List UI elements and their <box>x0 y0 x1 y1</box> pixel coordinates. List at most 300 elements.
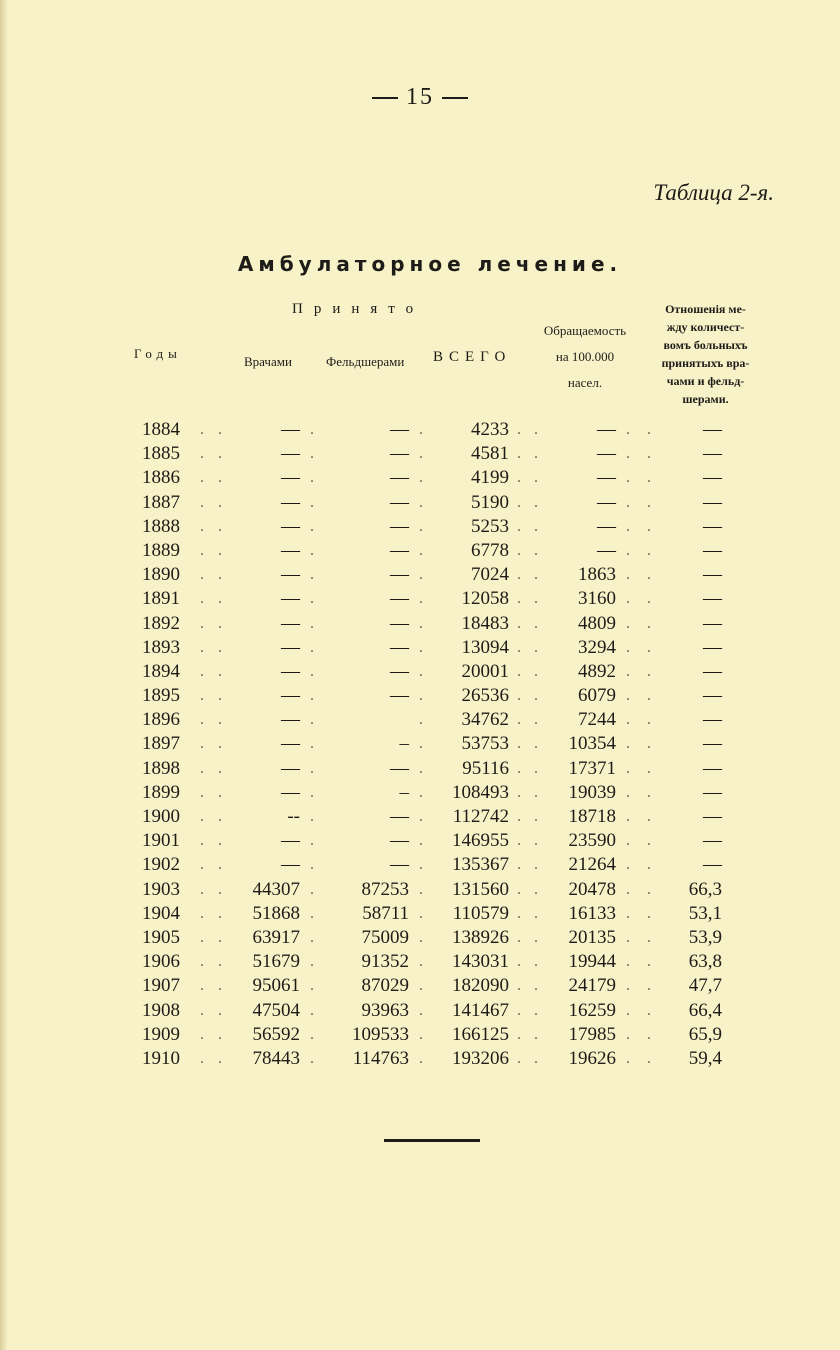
leader-dot: . <box>200 421 204 438</box>
total-cell: 5253 <box>471 515 509 537</box>
leader-dot: . <box>218 735 222 753</box>
header-ratio-line: Отношенія ме- <box>665 302 746 316</box>
total-cell: 182090 <box>452 975 509 997</box>
leader-dot: . <box>534 517 538 535</box>
total-cell: 108493 <box>452 781 509 803</box>
leader-dot: . <box>200 759 204 777</box>
leader-dot: . <box>218 928 222 946</box>
leader-dot: . <box>647 808 651 825</box>
ratio-cell: — <box>703 854 722 876</box>
table-row <box>0 974 840 998</box>
page-number-right-dash <box>442 97 468 99</box>
leader-dot: . <box>200 687 204 705</box>
total-cell: 53753 <box>461 733 509 755</box>
leader-dot: . <box>419 735 423 753</box>
leader-dot: . <box>218 566 222 584</box>
visit-rate-cell: 4809 <box>578 612 616 634</box>
table-row <box>0 612 840 636</box>
table-row <box>0 515 840 539</box>
ratio-cell: — <box>703 419 722 440</box>
total-cell: 193206 <box>452 1047 509 1069</box>
total-cell: 143031 <box>452 951 509 973</box>
leader-dot: . <box>517 421 521 438</box>
year-cell: 1904 <box>142 902 180 924</box>
visit-rate-cell: — <box>597 443 616 465</box>
total-cell: 13094 <box>461 636 509 658</box>
feldshers-cell: — <box>390 539 409 561</box>
leader-dot: . <box>626 953 630 971</box>
leader-dot: . <box>310 493 314 511</box>
leader-dot: . <box>647 469 651 487</box>
year-cell: 1905 <box>142 926 180 948</box>
leader-dot: . <box>534 1025 538 1043</box>
leader-dot: . <box>647 493 651 511</box>
visit-rate-cell: 6079 <box>578 685 616 707</box>
leader-dot: . <box>419 808 423 825</box>
total-cell: 26536 <box>461 685 509 707</box>
leader-dot: . <box>218 614 222 632</box>
leader-dot: . <box>626 590 630 608</box>
leader-dot: . <box>419 759 423 777</box>
leader-dot: . <box>534 614 538 632</box>
doctors-cell: — <box>281 515 300 537</box>
leader-dot: . <box>218 469 222 487</box>
feldshers-cell: — <box>390 515 409 537</box>
year-cell: 1885 <box>142 443 180 465</box>
leader-dot: . <box>517 493 521 511</box>
leader-dot: . <box>310 759 314 777</box>
leader-dot: . <box>517 614 521 632</box>
leader-dot: . <box>218 711 222 729</box>
ratio-cell: — <box>703 564 722 586</box>
leader-dot: . <box>419 566 423 584</box>
total-cell: 34762 <box>461 709 509 731</box>
year-cell: 1884 <box>142 419 180 440</box>
year-cell: 1901 <box>142 830 180 852</box>
leader-dot: . <box>419 614 423 632</box>
visit-rate-cell: 20135 <box>568 926 616 948</box>
leader-dot: . <box>310 735 314 753</box>
doctors-cell: -- <box>287 806 300 827</box>
header-visit-rate <box>535 318 635 396</box>
total-cell: 135367 <box>452 854 509 876</box>
visit-rate-cell: 16259 <box>568 999 616 1021</box>
ratio-cell: — <box>703 636 722 658</box>
leader-dot: . <box>310 614 314 632</box>
leader-dot: . <box>218 421 222 438</box>
year-cell: 1902 <box>142 854 180 876</box>
leader-dot: . <box>218 904 222 922</box>
leader-dot: . <box>419 469 423 487</box>
visit-rate-cell: 1863 <box>578 564 616 586</box>
ratio-cell: — <box>703 733 722 755</box>
feldshers-cell: — <box>390 806 409 827</box>
leader-dot: . <box>310 541 314 559</box>
leader-dot: . <box>419 590 423 608</box>
year-cell: 1891 <box>142 588 180 610</box>
closing-rule <box>384 1139 480 1142</box>
leader-dot: . <box>626 759 630 777</box>
table-body <box>0 418 840 1071</box>
leader-dot: . <box>517 832 521 850</box>
leader-dot: . <box>310 469 314 487</box>
leader-dot: . <box>534 469 538 487</box>
page-number <box>0 84 840 111</box>
total-cell: 141467 <box>452 999 509 1021</box>
feldshers-cell: — <box>390 443 409 465</box>
table-row <box>0 781 840 805</box>
leader-dot: . <box>626 493 630 511</box>
header-ratio-line: жду количест- <box>666 320 745 334</box>
feldshers-cell: – <box>399 733 409 755</box>
leader-dot: . <box>534 445 538 463</box>
total-cell: 7024 <box>471 564 509 586</box>
leader-dot: . <box>200 566 204 584</box>
ratio-cell: — <box>703 660 722 682</box>
feldshers-cell: 91352 <box>361 951 409 973</box>
table-row <box>0 926 840 950</box>
header-feldshers: Фельдшерами <box>326 354 405 369</box>
leader-dot: . <box>218 1001 222 1019</box>
leader-dot: . <box>200 590 204 608</box>
leader-dot: . <box>310 1025 314 1043</box>
feldshers-cell: — <box>390 685 409 707</box>
year-cell: 1908 <box>142 999 180 1021</box>
year-cell: 1898 <box>142 757 180 779</box>
total-cell: 131560 <box>452 878 509 900</box>
feldshers-cell: 87253 <box>361 878 409 900</box>
leader-dot: . <box>218 1025 222 1043</box>
leader-dot: . <box>517 977 521 995</box>
table-row <box>0 539 840 563</box>
year-cell: 1906 <box>142 951 180 973</box>
leader-dot: . <box>419 977 423 995</box>
leader-dot: . <box>419 928 423 946</box>
leader-dot: . <box>626 421 630 438</box>
total-cell: 4199 <box>471 467 509 489</box>
feldshers-cell: — <box>390 830 409 852</box>
ratio-cell: — <box>703 781 722 803</box>
visit-rate-cell: — <box>597 419 616 440</box>
leader-dot: . <box>534 783 538 801</box>
leader-dot: . <box>626 856 630 874</box>
leader-dot: . <box>517 662 521 680</box>
leader-dot: . <box>419 953 423 971</box>
doctors-cell: — <box>281 467 300 489</box>
total-cell: 18483 <box>461 612 509 634</box>
table-row <box>0 950 840 974</box>
year-cell: 1892 <box>142 612 180 634</box>
ratio-cell: — <box>703 539 722 561</box>
header-ratio-line: принятыхъ вра- <box>661 356 750 370</box>
total-cell: 4581 <box>471 443 509 465</box>
leader-dot: . <box>218 590 222 608</box>
header-ratio-line: шерами. <box>682 392 729 406</box>
doctors-cell: 47504 <box>252 999 300 1021</box>
leader-dot: . <box>647 1025 651 1043</box>
leader-dot: . <box>647 662 651 680</box>
year-cell: 1907 <box>142 975 180 997</box>
page-number-text: 15 <box>406 84 434 110</box>
table-row <box>0 491 840 515</box>
leader-dot: . <box>200 541 204 559</box>
ratio-cell: — <box>703 685 722 707</box>
leader-dot: . <box>310 662 314 680</box>
feldshers-cell: 109533 <box>352 1023 409 1045</box>
ratio-cell: 63,8 <box>688 951 722 973</box>
total-cell: 110579 <box>452 902 509 924</box>
ratio-cell: 53,9 <box>688 926 722 948</box>
leader-dot: . <box>310 904 314 922</box>
ratio-cell: — <box>703 588 722 610</box>
leader-dot: . <box>310 566 314 584</box>
leader-dot: . <box>534 638 538 656</box>
leader-dot: . <box>200 1001 204 1019</box>
header-visit-rate-line: насел. <box>567 375 603 390</box>
ratio-cell: 59,4 <box>688 1047 722 1069</box>
table-row <box>0 684 840 708</box>
table-row <box>0 563 840 587</box>
leader-dot: . <box>419 856 423 874</box>
leader-dot: . <box>517 953 521 971</box>
header-visit-rate-line: Обращаемость <box>543 323 627 338</box>
leader-dot: . <box>200 735 204 753</box>
leader-dot: . <box>517 735 521 753</box>
leader-dot: . <box>517 759 521 777</box>
leader-dot: . <box>419 783 423 801</box>
ratio-cell: — <box>703 757 722 779</box>
visit-rate-cell: — <box>597 515 616 537</box>
year-cell: 1896 <box>142 709 180 731</box>
leader-dot: . <box>517 638 521 656</box>
leader-dot: . <box>647 928 651 946</box>
table-title: Амбулаторное лечение. <box>237 252 623 276</box>
leader-dot: . <box>534 880 538 898</box>
ratio-cell: — <box>703 443 722 465</box>
year-cell: 1890 <box>142 564 180 586</box>
leader-dot: . <box>534 928 538 946</box>
feldshers-cell: — <box>390 564 409 586</box>
leader-dot: . <box>647 1001 651 1019</box>
doctors-cell: — <box>281 564 300 586</box>
page-number-left-dash <box>372 97 398 99</box>
leader-dot: . <box>517 928 521 946</box>
table-row <box>0 757 840 781</box>
year-cell: 1903 <box>142 878 180 900</box>
total-cell: 138926 <box>452 926 509 948</box>
leader-dot: . <box>534 904 538 922</box>
leader-dot: . <box>419 541 423 559</box>
feldshers-cell: 75009 <box>361 926 409 948</box>
doctors-cell: — <box>281 491 300 513</box>
doctors-cell: — <box>281 443 300 465</box>
leader-dot: . <box>647 517 651 535</box>
doctors-cell: — <box>281 830 300 852</box>
year-cell: 1893 <box>142 636 180 658</box>
leader-dot: . <box>534 421 538 438</box>
ratio-cell: — <box>703 491 722 513</box>
leader-dot: . <box>517 1025 521 1043</box>
table-label: Таблица 2-я. <box>653 180 774 205</box>
leader-dot: . <box>218 541 222 559</box>
header-ratio <box>648 300 763 408</box>
header-total: ВСЕГО <box>433 349 512 365</box>
table-row <box>0 442 840 466</box>
table-row <box>0 999 840 1023</box>
leader-dot: . <box>218 808 222 825</box>
leader-dot: . <box>534 977 538 995</box>
doctors-cell: — <box>281 757 300 779</box>
visit-rate-cell: 18718 <box>568 806 616 827</box>
leader-dot: . <box>218 687 222 705</box>
leader-dot: . <box>647 783 651 801</box>
feldshers-cell: — <box>390 419 409 440</box>
table-row <box>0 466 840 490</box>
feldshers-cell: 87029 <box>361 975 409 997</box>
total-cell: 12058 <box>461 588 509 610</box>
total-cell: 112742 <box>452 806 509 827</box>
leader-dot: . <box>534 1049 538 1067</box>
leader-dot: . <box>626 638 630 656</box>
ratio-cell: — <box>703 612 722 634</box>
doctors-cell: 56592 <box>252 1023 300 1045</box>
leader-dot: . <box>200 783 204 801</box>
leader-dot: . <box>200 469 204 487</box>
visit-rate-cell: 16133 <box>568 902 616 924</box>
leader-dot: . <box>310 928 314 946</box>
leader-dot: . <box>517 856 521 874</box>
leader-dot: . <box>626 662 630 680</box>
table-row <box>0 732 840 756</box>
feldshers-cell: 93963 <box>361 999 409 1021</box>
leader-dot: . <box>626 687 630 705</box>
leader-dot: . <box>626 469 630 487</box>
leader-dot: . <box>626 517 630 535</box>
leader-dot: . <box>310 711 314 729</box>
leader-dot: . <box>517 904 521 922</box>
leader-dot: . <box>310 687 314 705</box>
doctors-cell: — <box>281 709 300 731</box>
leader-dot: . <box>517 445 521 463</box>
leader-dot: . <box>218 638 222 656</box>
leader-dot: . <box>534 1001 538 1019</box>
year-cell: 1895 <box>142 685 180 707</box>
leader-dot: . <box>200 517 204 535</box>
leader-dot: . <box>647 856 651 874</box>
leader-dot: . <box>517 469 521 487</box>
leader-dot: . <box>626 1049 630 1067</box>
leader-dot: . <box>419 445 423 463</box>
visit-rate-cell: 19626 <box>568 1047 616 1069</box>
feldshers-cell: 114763 <box>352 1047 409 1069</box>
leader-dot: . <box>200 953 204 971</box>
visit-rate-cell: 7244 <box>578 709 616 731</box>
feldshers-cell: — <box>390 467 409 489</box>
leader-dot: . <box>626 904 630 922</box>
leader-dot: . <box>200 928 204 946</box>
feldshers-cell: — <box>390 660 409 682</box>
leader-dot: . <box>517 541 521 559</box>
leader-dot: . <box>647 735 651 753</box>
total-cell: 6778 <box>471 539 509 561</box>
total-cell: 5190 <box>471 491 509 513</box>
doctors-cell: 78443 <box>252 1047 300 1069</box>
leader-dot: . <box>310 1001 314 1019</box>
year-cell: 1910 <box>142 1047 180 1069</box>
leader-dot: . <box>218 880 222 898</box>
table-row <box>0 805 840 829</box>
leader-dot: . <box>534 711 538 729</box>
ratio-cell: — <box>703 830 722 852</box>
doctors-cell: 51868 <box>252 902 300 924</box>
leader-dot: . <box>534 832 538 850</box>
leader-dot: . <box>218 662 222 680</box>
leader-dot: . <box>200 904 204 922</box>
leader-dot: . <box>310 638 314 656</box>
leader-dot: . <box>626 1001 630 1019</box>
leader-dot: . <box>419 662 423 680</box>
total-cell: 166125 <box>452 1023 509 1045</box>
leader-dot: . <box>218 445 222 463</box>
feldshers-cell: – <box>399 781 409 803</box>
leader-dot: . <box>647 638 651 656</box>
leader-dot: . <box>647 759 651 777</box>
doctors-cell: — <box>281 636 300 658</box>
leader-dot: . <box>626 808 630 825</box>
leader-dot: . <box>200 977 204 995</box>
leader-dot: . <box>310 783 314 801</box>
leader-dot: . <box>534 662 538 680</box>
leader-dot: . <box>200 662 204 680</box>
leader-dot: . <box>419 638 423 656</box>
header-years: Годы <box>134 346 182 361</box>
table-row <box>0 829 840 853</box>
leader-dot: . <box>626 566 630 584</box>
visit-rate-cell: 17985 <box>568 1023 616 1045</box>
leader-dot: . <box>200 808 204 825</box>
leader-dot: . <box>218 493 222 511</box>
leader-dot: . <box>200 856 204 874</box>
year-cell: 1888 <box>142 515 180 537</box>
ratio-cell: 66,4 <box>688 999 722 1021</box>
ratio-cell: — <box>703 709 722 731</box>
doctors-cell: — <box>281 588 300 610</box>
leader-dot: . <box>419 687 423 705</box>
leader-dot: . <box>419 1025 423 1043</box>
leader-dot: . <box>310 880 314 898</box>
table-row <box>0 708 840 732</box>
feldshers-cell: — <box>390 588 409 610</box>
feldshers-cell: — <box>390 854 409 876</box>
year-cell: 1900 <box>142 806 180 827</box>
leader-dot: . <box>200 445 204 463</box>
total-cell: 95116 <box>462 757 509 779</box>
leader-dot: . <box>534 590 538 608</box>
leader-dot: . <box>647 904 651 922</box>
leader-dot: . <box>200 493 204 511</box>
feldshers-cell: — <box>390 612 409 634</box>
leader-dot: . <box>534 953 538 971</box>
leader-dot: . <box>218 783 222 801</box>
doctors-cell: 63917 <box>252 926 300 948</box>
ratio-cell: — <box>703 467 722 489</box>
leader-dot: . <box>534 541 538 559</box>
leader-dot: . <box>626 1025 630 1043</box>
leader-dot: . <box>310 953 314 971</box>
year-cell: 1887 <box>142 491 180 513</box>
year-cell: 1889 <box>142 539 180 561</box>
feldshers-cell: 58711 <box>362 902 409 924</box>
